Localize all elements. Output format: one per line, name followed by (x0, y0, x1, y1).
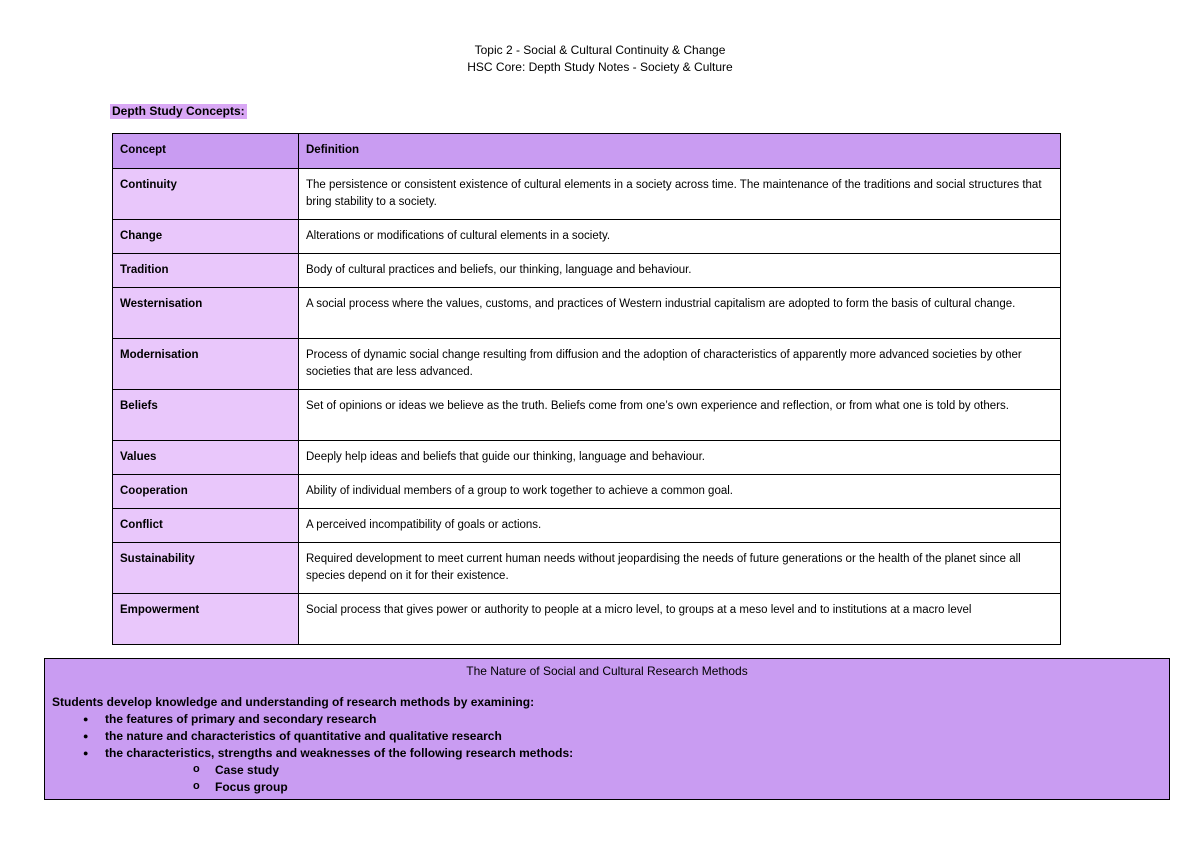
sub-list-item (105, 779, 1169, 796)
list-item-text: the nature and characteristics of quantitative and qualitative research (105, 729, 502, 743)
bullet-icon: ● (83, 714, 89, 724)
table-row (113, 220, 1061, 254)
concept-definition: A social process where the values, customs, and practices of Western industrial capitalism are adopted to form the basis of cultural change. (299, 288, 1061, 339)
concept-definition: Process of dynamic social change resulting from diffusion and the adoption of characteristics of apparently more advanced societies by other societies that are less advanced. (299, 339, 1061, 390)
table-row (113, 441, 1061, 475)
bullet-icon: ● (83, 731, 89, 741)
list-item (45, 745, 1169, 796)
concept-term: Conflict (113, 509, 299, 543)
column-header-concept: Concept (113, 134, 299, 169)
section-heading: Depth Study Concepts: (112, 104, 245, 118)
concept-definition: Body of cultural practices and beliefs, our thinking, language and behaviour. (299, 254, 1061, 288)
table-row (113, 339, 1061, 390)
list-item (45, 711, 1169, 728)
research-intro: Students develop knowledge and understanding of research methods by examining: (52, 695, 535, 709)
concept-term: Modernisation (113, 339, 299, 390)
table-row (113, 169, 1061, 220)
table-row (113, 288, 1061, 339)
concept-definition: The persistence or consistent existence of cultural elements in a society across time. The maintenance of the traditions and social structures that bring stability to a society. (299, 169, 1061, 220)
concept-term: Cooperation (113, 475, 299, 509)
list-item (45, 728, 1169, 745)
concept-definition: A perceived incompatibility of goals or actions. (299, 509, 1061, 543)
sub-list-item-text: Case study (215, 763, 280, 777)
concept-definition: Ability of individual members of a group to work together to achieve a common goal. (299, 475, 1061, 509)
document-subtitle: HSC Core: Depth Study Notes - Society & Culture (467, 60, 733, 74)
document-title: Topic 2 - Social & Cultural Continuity & Change (474, 43, 726, 57)
concept-definition: Set of opinions or ideas we believe as the truth. Beliefs come from one’s own experience and reflection, or from what one is told by others. (299, 390, 1061, 441)
bullet-icon: ● (83, 748, 89, 758)
concepts-table (112, 133, 1061, 645)
sub-list-item (105, 762, 1169, 779)
column-header-definition: Definition (299, 134, 1061, 169)
sub-list-item-text: Focus group (215, 780, 288, 794)
concept-definition: Social process that gives power or authority to people at a micro level, to groups at a meso level and to institutions at a macro level (299, 594, 1061, 645)
concept-term: Tradition (113, 254, 299, 288)
table-row (113, 509, 1061, 543)
concept-term: Continuity (113, 169, 299, 220)
research-sub-list (105, 762, 1169, 796)
concept-term: Empowerment (113, 594, 299, 645)
concept-term: Sustainability (113, 543, 299, 594)
table-header-row (113, 134, 1061, 169)
concept-term: Westernisation (113, 288, 299, 339)
research-title: The Nature of Social and Cultural Research Methods (466, 664, 748, 678)
concept-term: Values (113, 441, 299, 475)
table-row (113, 390, 1061, 441)
concept-definition: Deeply help ideas and beliefs that guide our thinking, language and behaviour. (299, 441, 1061, 475)
concept-definition: Alterations or modifications of cultural elements in a society. (299, 220, 1061, 254)
concept-term: Change (113, 220, 299, 254)
concept-term: Beliefs (113, 390, 299, 441)
research-bullet-list (45, 711, 1169, 796)
circle-bullet-icon: o (193, 780, 200, 792)
table-row (113, 254, 1061, 288)
list-item-text: the characteristics, strengths and weaknesses of the following research methods: (105, 746, 574, 760)
table-row (113, 594, 1061, 645)
list-item-text: the features of primary and secondary research (105, 712, 377, 726)
table-row (113, 475, 1061, 509)
circle-bullet-icon: o (193, 763, 200, 775)
research-methods-box (44, 658, 1170, 800)
document-header (0, 42, 1200, 76)
table-row (113, 543, 1061, 594)
concept-definition: Required development to meet current human needs without jeopardising the needs of future generations or the health of the planet since all species depend on it for their existence. (299, 543, 1061, 594)
